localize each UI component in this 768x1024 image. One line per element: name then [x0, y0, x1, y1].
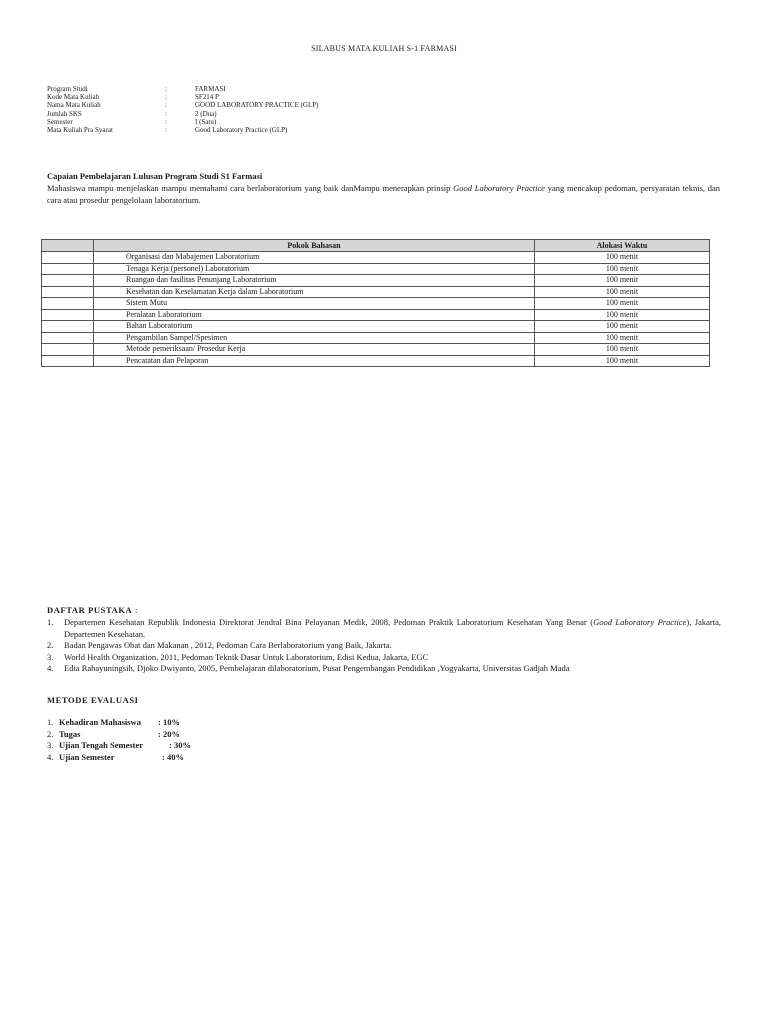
reference-text-part2: ), Jakarta, Departemen Kesehatan.	[64, 617, 721, 639]
list-item-number: 1.	[47, 717, 54, 727]
table-row	[42, 286, 710, 298]
info-value: I (Satu)	[195, 117, 217, 126]
list-item-number: 2.	[47, 640, 54, 650]
reference-list	[47, 617, 721, 675]
row-number	[42, 275, 94, 287]
row-topic: Kesehatan dan Keselamatan Kerja dalam Laboratorium	[94, 286, 535, 298]
info-colon: :	[165, 85, 167, 93]
info-row	[47, 110, 318, 118]
row-time: 100 menit	[535, 332, 710, 344]
reference-text	[64, 617, 721, 640]
capaian-text	[47, 182, 720, 206]
table-row	[42, 275, 710, 287]
table-header-row	[42, 240, 710, 252]
evaluation-label: Ujian Tengah Semester	[59, 740, 144, 750]
evaluation-label: Tugas	[59, 728, 81, 739]
table-row	[42, 263, 710, 275]
row-time: 100 menit	[535, 298, 710, 310]
list-item	[47, 663, 721, 675]
list-item	[47, 740, 191, 752]
info-label: Kode Mata Kuliah	[47, 93, 100, 102]
reference-text-part1: World Health Organization, 2011, Pedoman Teknik Dasar Untuk Laboratorium, Edisi Kedua, Jakarta, EGC	[64, 651, 429, 662]
row-number	[42, 321, 94, 333]
row-number	[42, 332, 94, 344]
capaian-text-part1: Mahasiswa mampu menjelaskan mampu memahami cara berlaboratorium yang baik danMampu menerapkan prinsip	[47, 183, 454, 193]
info-row	[47, 85, 318, 93]
row-topic: Sistem Mutu	[94, 298, 535, 310]
row-number	[42, 252, 94, 264]
info-row	[47, 118, 318, 126]
row-time: 100 menit	[535, 275, 710, 287]
list-item	[47, 652, 721, 664]
info-colon: :	[165, 93, 167, 102]
evaluation-list	[47, 717, 191, 763]
info-label: Mata Kuliah Pra Syarat	[47, 125, 113, 134]
list-item	[47, 729, 191, 741]
row-topic: Metode pemeriksaan/ Prosedur Kerja	[94, 344, 535, 356]
table-row	[42, 321, 710, 333]
row-number	[42, 344, 94, 356]
info-value: FARMASI	[195, 85, 226, 93]
row-time: 100 menit	[535, 321, 710, 333]
info-value: Good Laboratory Practice (GLP)	[195, 125, 288, 134]
row-number	[42, 355, 94, 367]
row-time: 100 menit	[535, 355, 710, 367]
reference-text-part1: Edia Rahayuningsih, Djoko Dwiyanto, 2005, Pembelajaran dilaboratorium, Pusat Pengembangan Pendidikan ,Yogyakarta, Universitas Gadjah Mada	[64, 663, 570, 673]
row-time: 100 menit	[535, 263, 710, 275]
document-title: SILABUS MATA KULIAH S-1 FARMASI	[311, 44, 457, 53]
list-item	[47, 640, 721, 652]
reference-text	[64, 663, 721, 675]
row-number	[42, 298, 94, 310]
info-row	[47, 126, 318, 134]
info-colon: :	[165, 101, 167, 110]
info-label: Jumlah SKS	[47, 109, 82, 118]
table-row	[42, 252, 710, 264]
evaluation-value: : 30%	[169, 740, 191, 750]
row-topic: Tenaga Kerja (personel) Laboratorium	[94, 263, 535, 275]
list-item	[47, 617, 721, 640]
daftar-pustaka-colon: :	[132, 605, 138, 615]
list-item-number: 4.	[47, 751, 54, 762]
table-row	[42, 309, 710, 321]
reference-text	[64, 652, 721, 664]
reference-text-part1: Departemen Kesehatan Republik Indonesia Direktorat Jendral Bina Pelayanan Medik, 2008, Pedoman Praktik Laboratorium Kesehatan Yang Benar (	[64, 617, 594, 627]
info-label: Program Studi	[47, 85, 88, 93]
row-time: 100 menit	[535, 309, 710, 321]
table-row	[42, 298, 710, 310]
table-row	[42, 332, 710, 344]
table-body	[42, 252, 710, 367]
table-row	[42, 355, 710, 367]
row-topic: Pencatatan dan Pelaporan	[94, 355, 535, 367]
row-time: 100 menit	[535, 286, 710, 298]
row-topic: Peralatan Laboratorium	[94, 309, 535, 321]
evaluation-value: : 10%	[158, 717, 180, 727]
topics-table	[41, 239, 710, 367]
reference-text-italic: Good Laboratory Practice	[593, 617, 687, 627]
row-topic: Organisasi dan Mabajemen Laboratorium	[94, 252, 535, 264]
header-number	[42, 240, 94, 252]
list-item	[47, 752, 191, 764]
row-topic: Pengambilan Sampel/Spesimen	[94, 332, 535, 344]
reference-text	[64, 640, 721, 652]
table-row	[42, 344, 710, 356]
list-item-number: 2.	[47, 728, 54, 739]
capaian-title: Capaian Pembelajaran Lulusan Program Studi S1 Farmasi	[47, 171, 263, 181]
row-time: 100 menit	[535, 344, 710, 356]
list-item-number: 3.	[47, 740, 54, 750]
capaian-text-part2: yang mencakup pedoman, persyaratan teknis, dan cara atau prosedur pengelolaan laboratorium.	[47, 183, 720, 205]
evaluation-value: : 20%	[158, 728, 180, 739]
row-number	[42, 263, 94, 275]
row-topic: Ruangan dan fasilitas Penunjang Laboratorium	[94, 275, 535, 287]
info-value: 2 (Dua)	[195, 109, 217, 118]
metode-evaluasi-title: METODE EVALUASI	[47, 695, 139, 705]
info-colon: :	[165, 117, 167, 126]
evaluation-label: Kehadiran Mahasiswa	[59, 717, 141, 727]
list-item-number: 3.	[47, 651, 54, 662]
info-colon: :	[165, 125, 167, 134]
evaluation-value: : 40%	[162, 751, 184, 762]
list-item-number: 1.	[47, 617, 54, 627]
info-label: Nama Mata Kuliah	[47, 101, 101, 110]
header-topic: Pokok Bahasan	[94, 240, 535, 252]
row-number	[42, 286, 94, 298]
reference-text-part1: Badan Pengawas Obat dan Makanan , 2012, Pedoman Cara Berlaboratorium yang Baik, Jakarta.	[64, 640, 392, 650]
info-value: SF214 P	[195, 93, 219, 102]
info-value: GOOD LABORATORY PRACTICE (GLP)	[195, 101, 319, 110]
row-topic: Bahan Laboratorium	[94, 321, 535, 333]
header-time: Alokasi Waktu	[535, 240, 710, 252]
list-item	[47, 717, 191, 729]
evaluation-label: Ujian Semester	[59, 751, 115, 762]
info-colon: :	[165, 109, 167, 118]
daftar-pustaka-heading	[47, 605, 138, 615]
daftar-pustaka-title: DAFTAR PUSTAKA	[47, 605, 133, 615]
list-item-number: 4.	[47, 663, 54, 673]
row-time: 100 menit	[535, 252, 710, 264]
info-row	[47, 93, 318, 101]
info-row	[47, 101, 318, 109]
info-label: Semester	[47, 117, 73, 126]
course-info	[47, 85, 318, 134]
capaian-text-italic: Good Laboratory Practice	[453, 183, 546, 193]
row-number	[42, 309, 94, 321]
